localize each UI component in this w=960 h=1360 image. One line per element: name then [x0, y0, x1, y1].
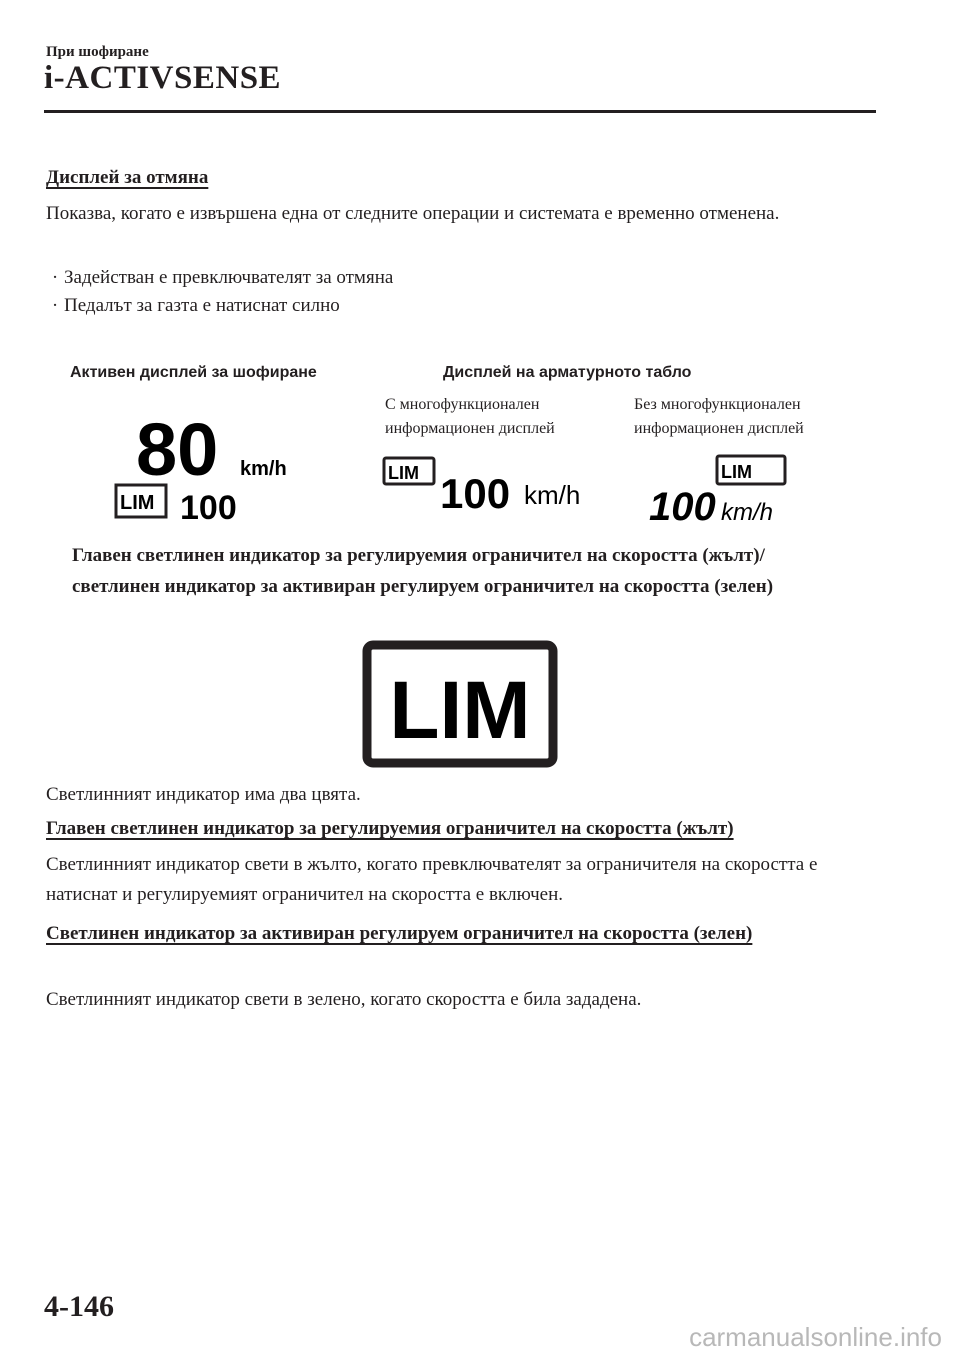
cluster-lim-text: LIM	[388, 463, 419, 483]
section-title: i-ACTIVSENSE	[44, 60, 282, 96]
hud-lim-text: LIM	[120, 492, 155, 514]
hud-set-speed: 100	[180, 489, 237, 525]
hud-big-speed: 80	[136, 408, 219, 491]
cluster-with-mid-figure	[380, 450, 600, 520]
section-subtitle: При шофиране	[46, 44, 149, 60]
segment-unit: km/h	[721, 499, 774, 526]
cluster-speed: 100	[440, 470, 511, 517]
cluster-unit: km/h	[524, 480, 581, 510]
hud-unit: km/h	[240, 458, 287, 480]
yellow-indicator-text: Светлинният индикатор свети в жълто, когато превключвателят за ограничителя на скоростта е натиснат и регулируемият ограничител на скоростта е включен.	[46, 854, 818, 905]
indicator-intro: Светлинният индикатор има два цвята.	[46, 784, 361, 805]
lim-indicator-icon	[362, 640, 558, 768]
lim-indicator-text: LIM	[389, 665, 531, 756]
cluster-without-mid-figure	[645, 450, 805, 530]
segment-speed: 100	[649, 485, 716, 529]
cluster-label: Дисплей на арматурното табло	[443, 364, 692, 381]
segment-lim-text: LIM	[721, 462, 752, 482]
bullet-item: · Педалът за газта е натиснат силно	[46, 292, 340, 320]
bullet-icon: ·	[51, 267, 59, 288]
with-mid-label: С многофункционален информационен дисплей	[385, 396, 555, 437]
hud-label: Активен дисплей за шофиране	[70, 364, 317, 381]
bullet-item: · Задействан е превключвателят за отмяна	[46, 264, 393, 292]
header-rule	[44, 110, 876, 113]
without-mid-label: Без многофункционален информационен дисплей	[634, 396, 804, 437]
cancel-display-heading: Дисплей за отмяна	[46, 167, 209, 188]
page-number: 4-146	[44, 1290, 114, 1323]
green-indicator-text: Светлинният индикатор свети в зелено, когато скоростта е била зададена.	[46, 989, 642, 1010]
yellow-indicator-heading: Главен светлинен индикатор за регулируемия ограничител на скоростта (жълт)	[46, 818, 734, 839]
cancel-display-intro: Показва, когато е извършена една от следните операции и системата е временно отменена.	[46, 203, 780, 224]
watermark: carmanualsonline.info	[689, 1322, 942, 1352]
hud-display-figure	[108, 405, 308, 525]
green-indicator-heading: Светлинен индикатор за активиран регулируем ограничител на скоростта (зелен)	[46, 923, 753, 944]
figure-caption: Главен светлинен индикатор за регулируемия ограничител на скоростта (жълт)/светлинен индикатор за активиран регулируем ограничител на скоростта (зелен)	[72, 545, 774, 597]
bullet-icon: ·	[51, 295, 59, 316]
